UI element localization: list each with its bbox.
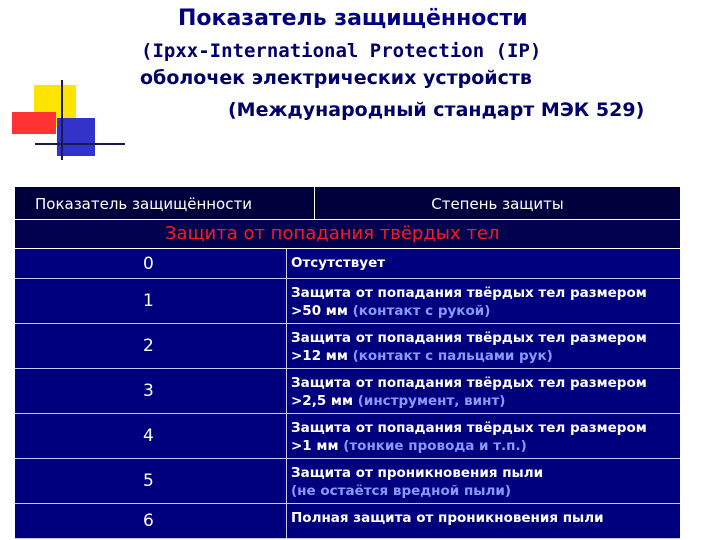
slide-title — [0, 0, 720, 135]
description-line-2 — [291, 302, 680, 320]
description-note: (тонкие провода и т.п.) — [343, 438, 527, 454]
description-note: (не остаётся вредной пыли) — [291, 483, 511, 499]
table-row — [15, 279, 680, 324]
description-text: Защита от проникновения пыли — [291, 465, 544, 481]
description-text: Полная защита от проникновения пыли — [291, 510, 604, 526]
size-threshold: >2,5 мм — [291, 393, 353, 409]
description-line-2 — [291, 482, 680, 500]
protection-description — [291, 284, 680, 320]
size-threshold: >12 мм — [291, 348, 348, 364]
description-text: Защита от попадания твёрдых тел размером — [291, 285, 647, 301]
table-row — [15, 249, 680, 279]
table-row — [15, 504, 680, 539]
title-line-4: (Международный стандарт МЭК 529) — [228, 99, 645, 121]
protection-description — [291, 254, 680, 272]
title-line-3: оболочек электрических устройств — [140, 67, 532, 89]
table-header — [15, 187, 680, 219]
protection-table — [15, 187, 680, 539]
description-line-2 — [291, 392, 680, 410]
description-note: (контакт с пальцами рук) — [352, 348, 553, 364]
description-text: Защита от попадания твёрдых тел размером — [291, 420, 647, 436]
size-threshold: >50 мм — [291, 303, 348, 319]
description-line-2 — [291, 347, 680, 365]
table-row — [15, 324, 680, 369]
table-row — [15, 414, 680, 459]
protection-index: 4 — [15, 414, 287, 458]
description-line-2 — [291, 437, 680, 455]
section-header — [15, 219, 680, 249]
protection-index: 3 — [15, 369, 287, 413]
protection-index: 2 — [15, 324, 287, 368]
decorative-vertical-line — [61, 80, 63, 160]
description-text: Защита от попадания твёрдых тел размером — [291, 375, 647, 391]
protection-description — [291, 329, 680, 365]
protection-index: 0 — [15, 249, 287, 278]
protection-description — [291, 464, 680, 500]
protection-index: 5 — [15, 459, 287, 503]
title-line-1: Показатель защищённости — [178, 6, 528, 31]
protection-index: 6 — [15, 504, 287, 538]
title-line-2: (Ipxx-International Protection (IP) — [141, 40, 542, 62]
protection-description — [291, 374, 680, 410]
section-title: Защита от попадания твёрдых тел — [165, 223, 500, 244]
description-note: (контакт с рукой) — [352, 303, 491, 319]
decorative-horizontal-line — [35, 143, 125, 145]
header-col-degree: Степень защиты — [431, 195, 564, 213]
table-row — [15, 459, 680, 504]
description-text: Защита от попадания твёрдых тел размером — [291, 330, 647, 346]
decorative-red-rectangle — [12, 112, 56, 134]
protection-index: 1 — [15, 279, 287, 323]
header-col-index: Показатель защищённости — [15, 187, 315, 219]
description-note: (инструмент, винт) — [357, 393, 506, 409]
description-text: Отсутствует — [291, 255, 386, 271]
table-row — [15, 369, 680, 414]
protection-description — [291, 419, 680, 455]
size-threshold: >1 мм — [291, 438, 339, 454]
protection-description — [291, 509, 680, 527]
